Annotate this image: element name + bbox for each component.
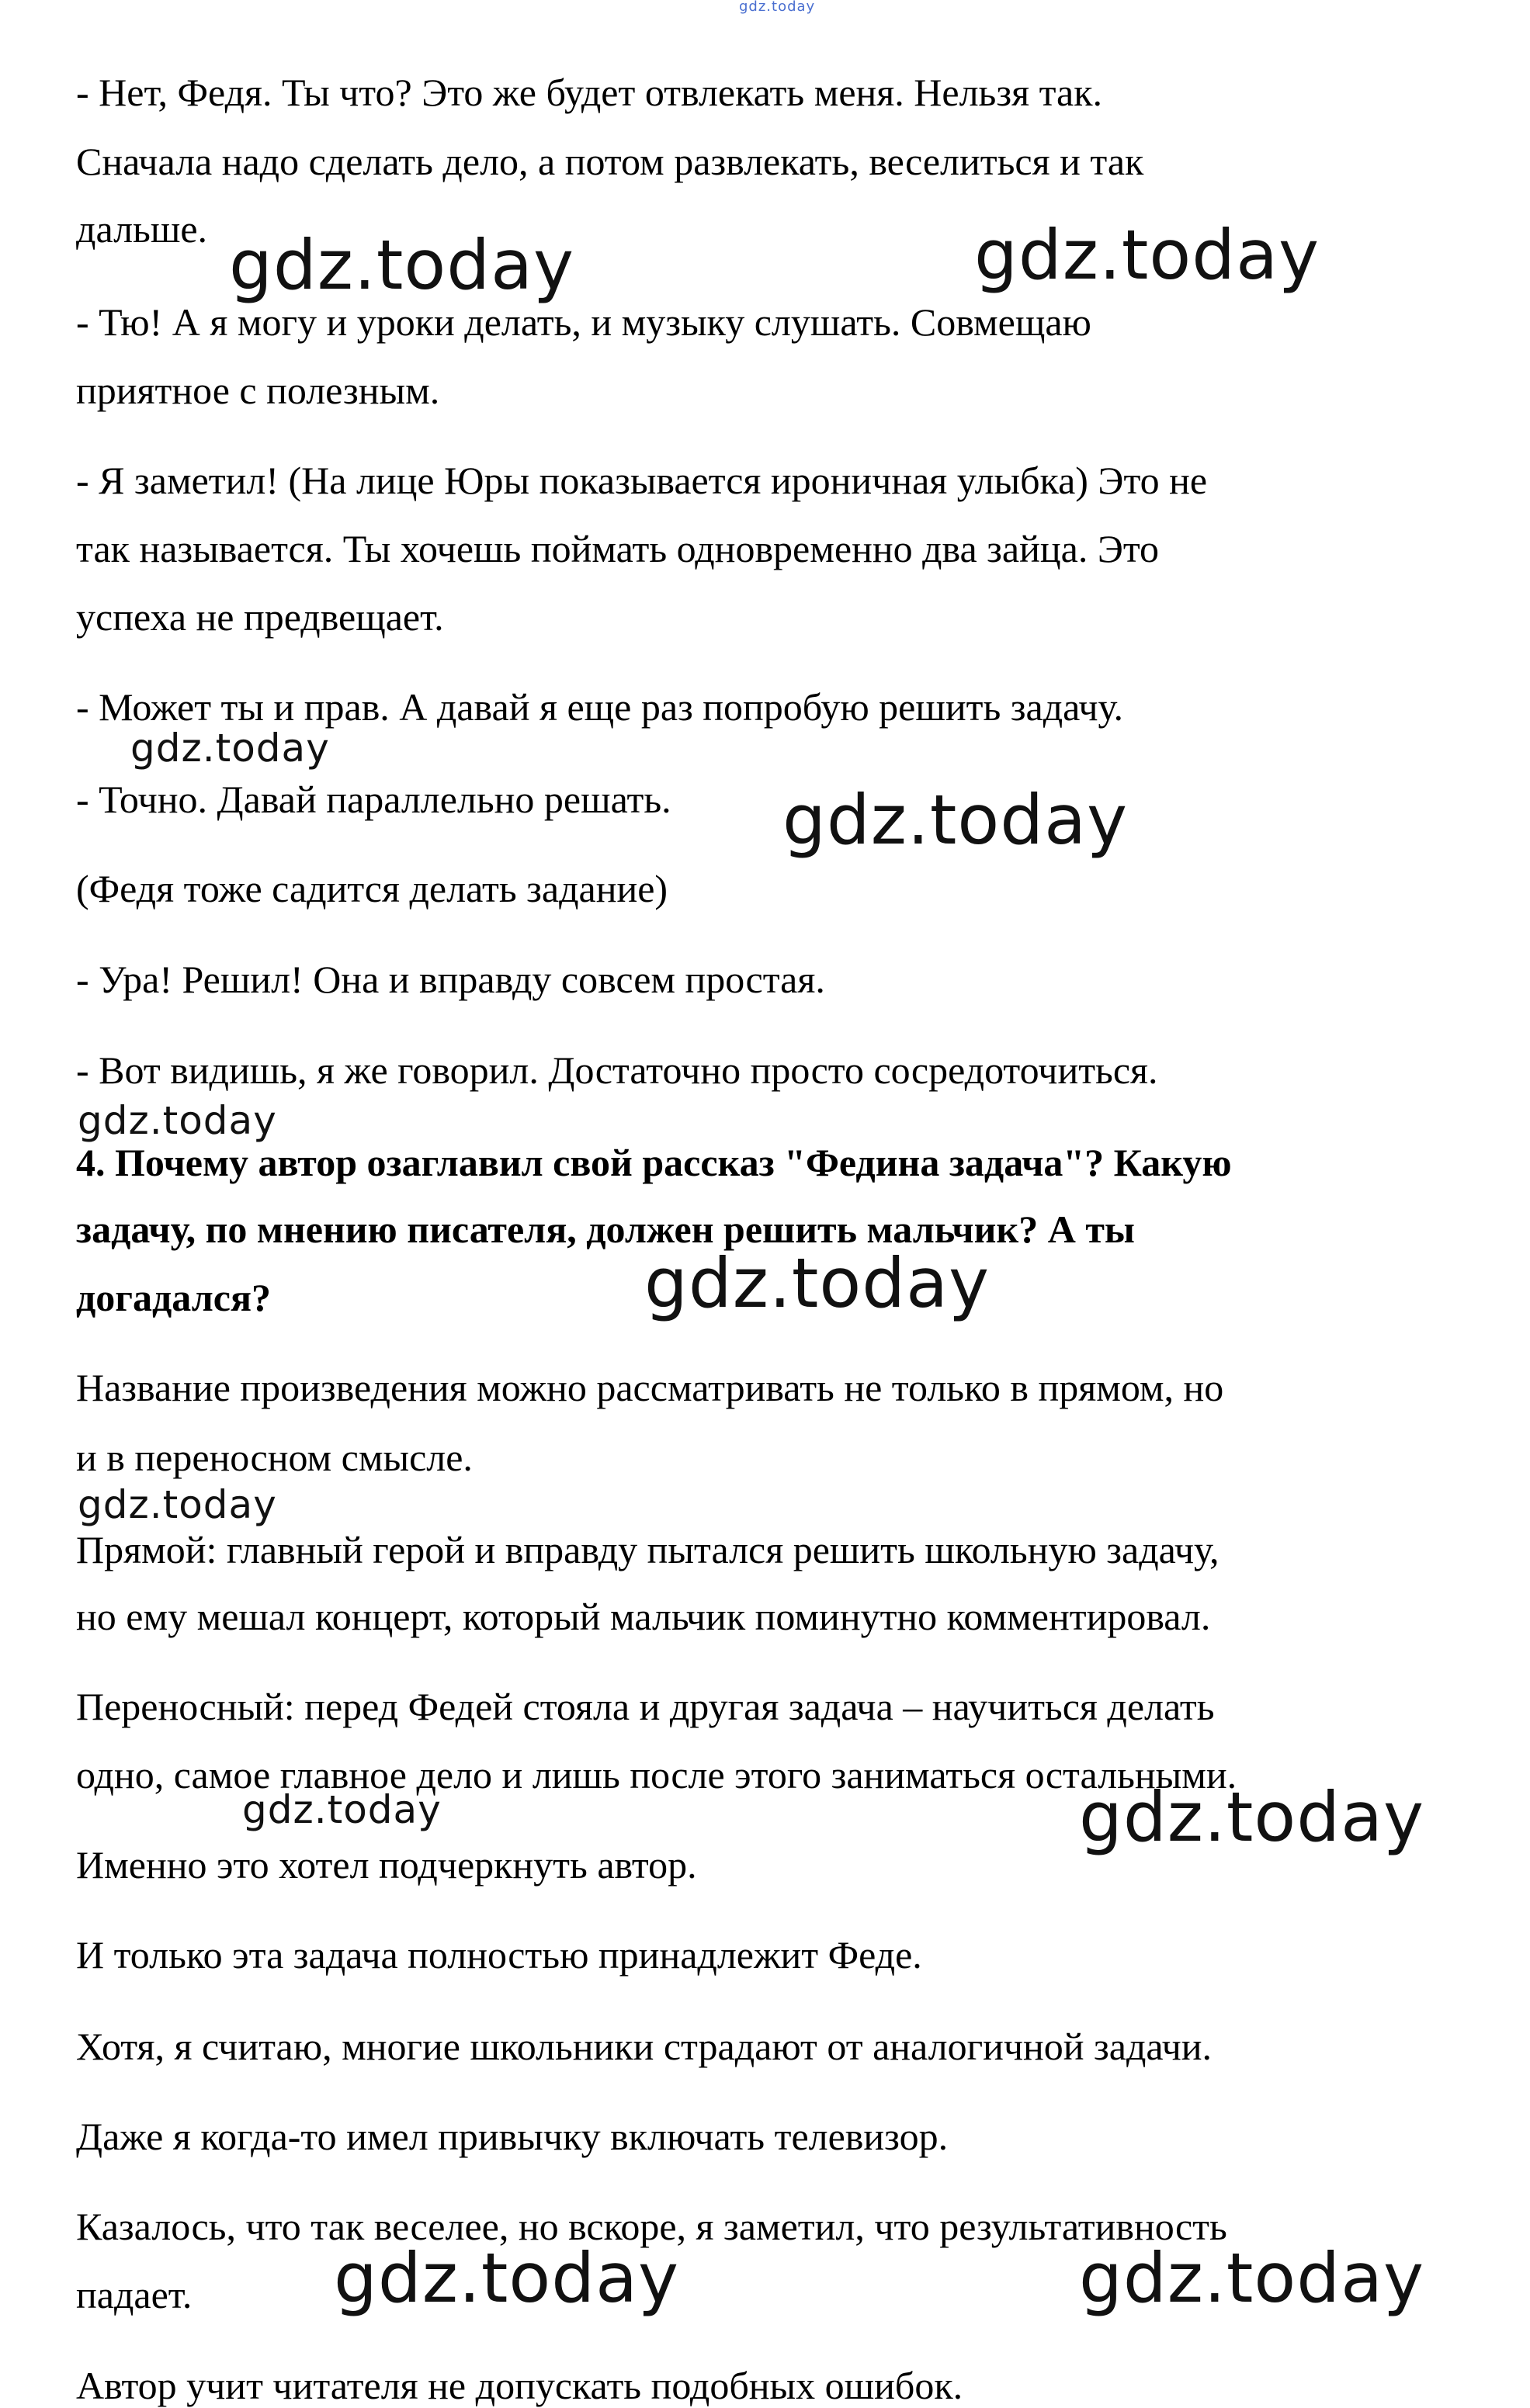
watermark: gdz.today xyxy=(242,1787,442,1832)
watermark: gdz.today xyxy=(130,726,330,771)
text-line: - Ура! Решил! Она и вправду совсем простая. xyxy=(76,958,825,1001)
text-line: Сначала надо сделать дело, а потом развлекать, веселиться и так xyxy=(76,140,1144,183)
answer-line: но ему мешал концерт, который мальчик поминутно комментировал. xyxy=(76,1595,1211,1638)
text-line: (Федя тоже садится делать задание) xyxy=(76,867,668,910)
text-line: - Точно. Давай параллельно решать. xyxy=(76,778,671,821)
question-line: задачу, по мнению писателя, должен решить мальчик? А ты xyxy=(76,1207,1135,1251)
answer-line: Автор учит читателя не допускать подобных ошибок. xyxy=(76,2364,963,2407)
watermark: gdz.today xyxy=(1079,2238,1425,2318)
watermark: gdz.today xyxy=(782,780,1129,860)
watermark: gdz.today xyxy=(974,215,1320,295)
text-line: - Я заметил! (На лице Юры показывается ироничная улыбка) Это не xyxy=(76,459,1208,502)
watermark: gdz.today xyxy=(644,1243,991,1323)
text-line: - Нет, Федя. Ты что? Это же будет отвлекать меня. Нельзя так. xyxy=(76,71,1103,114)
answer-line: Именно это хотел подчеркнуть автор. xyxy=(76,1843,697,1887)
answer-line: Название произведения можно рассматривать не только в прямом, но xyxy=(76,1366,1224,1409)
question-line: догадался? xyxy=(76,1276,272,1319)
text-line: так называется. Ты хочешь поймать одновременно два зайца. Это xyxy=(76,527,1160,570)
watermark-top: gdz.today xyxy=(739,0,816,15)
text-line: успеха не предвещает. xyxy=(76,595,444,639)
answer-line: и в переносном смысле. xyxy=(76,1436,473,1479)
question-line: 4. Почему автор озаглавил свой рассказ "Федина задача"? Какую xyxy=(76,1141,1232,1184)
text-line: - Тю! А я могу и уроки делать, и музыку слушать. Совмещаю xyxy=(76,300,1091,344)
answer-line: падает. xyxy=(76,2273,193,2316)
answer-line: Даже я когда-то имел привычку включать телевизор. xyxy=(76,2115,949,2158)
text-line: - Может ты и прав. А давай я еще раз попробую решить задачу. xyxy=(76,685,1123,729)
answer-line: Переносный: перед Федей стояла и другая задача – научиться делать xyxy=(76,1685,1215,1728)
watermark: gdz.today xyxy=(334,2238,680,2318)
answer-line: Хотя, я считаю, многие школьники страдают от аналогичной задачи. xyxy=(76,2025,1213,2068)
watermark: gdz.today xyxy=(229,225,575,305)
answer-line: Казалось, что так веселее, но вскоре, я заметил, что результативность xyxy=(76,2205,1227,2248)
answer-line: Прямой: главный герой и вправду пытался решить школьную задачу, xyxy=(76,1528,1219,1571)
watermark: gdz.today xyxy=(1079,1777,1425,1857)
text-line: приятное с полезным. xyxy=(76,369,440,412)
watermark: gdz.today xyxy=(78,1098,277,1143)
text-line: - Вот видишь, я же говорил. Достаточно просто сосредоточиться. xyxy=(76,1048,1158,1092)
answer-line: И только эта задача полностью принадлежит Феде. xyxy=(76,1933,922,1977)
text-line: дальше. xyxy=(76,207,208,251)
answer-line: одно, самое главное дело и лишь после этого заниматься остальными. xyxy=(76,1753,1237,1796)
watermark: gdz.today xyxy=(78,1482,277,1527)
